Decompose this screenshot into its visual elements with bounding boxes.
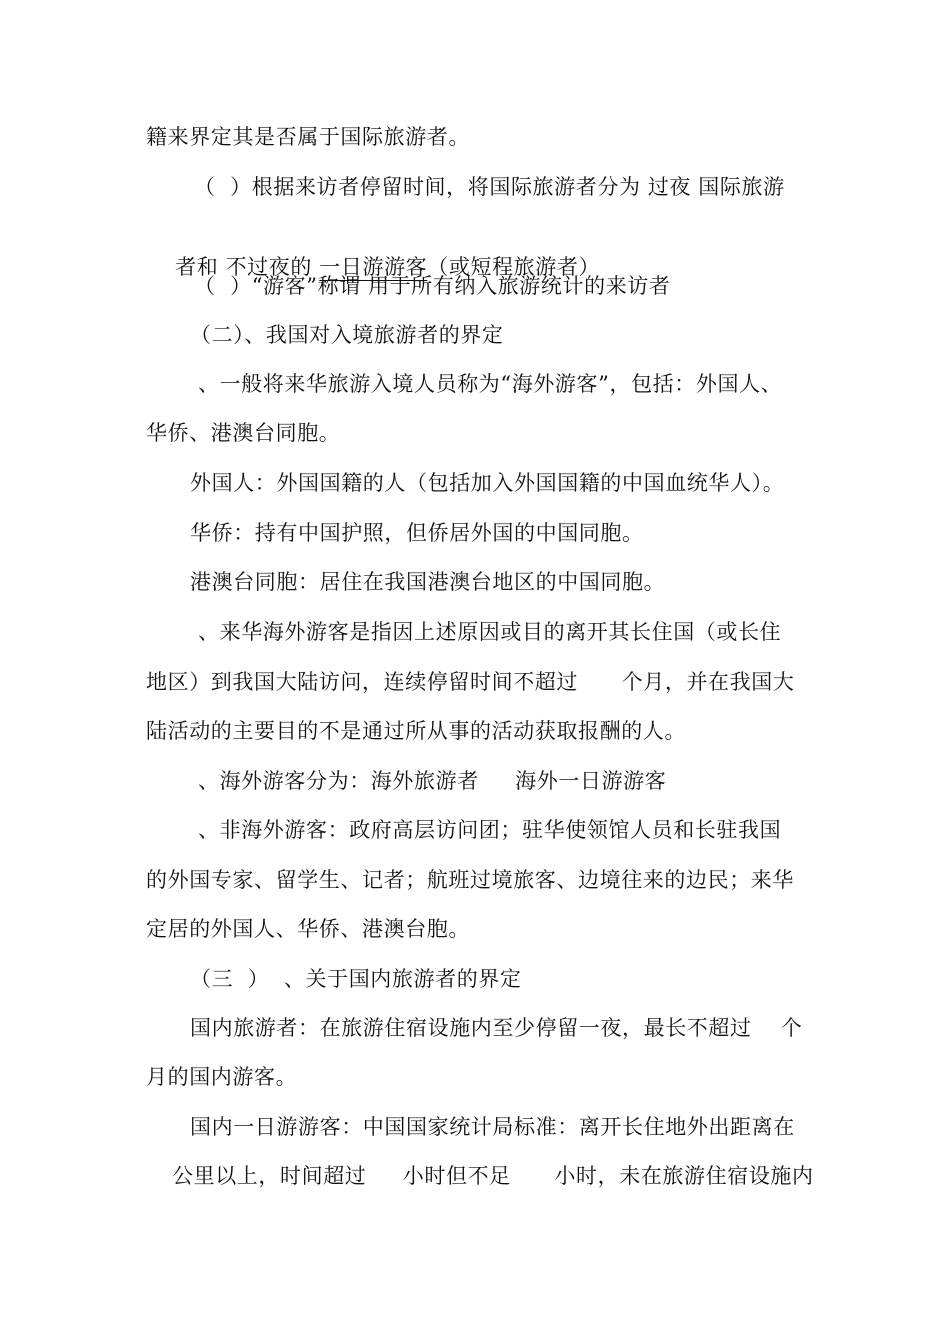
section-heading: （三 ） 、关于国内旅游者的界定 [190, 967, 522, 991]
text-line: 港澳台同胞：居住在我国港澳台地区的中国同胞。 [190, 570, 666, 594]
text-line: 、非海外游客：政府高层访问团；驻华使领馆人员和长驻我国 [198, 818, 782, 842]
underlined-term: 一日游游客 [319, 255, 428, 279]
section-heading: （二）、我国对入境旅游者的界定 [190, 323, 504, 347]
text-segment: （或短程旅游者） [427, 255, 601, 279]
text-line: 外国人：外国国籍的人（包括加入外国国籍的中国血统华人）。 [190, 471, 785, 495]
text-line: （ ）“游客”称谓 用于所有纳入旅游统计的来访者 [194, 274, 671, 298]
text-line: （ ）根据来访者停留时间，将国际旅游者分为 过夜 国际旅游 [194, 175, 785, 199]
text-line: 国内一日游游客：中国国家统计局标准：离开长住地外出距离在 [190, 1115, 795, 1139]
text-line: 地区）到我国大陆访问，连续停留时间不超过 个月，并在我国大 [146, 670, 795, 694]
text-line: 公里以上，时间超过 小时但不足 小时，未在旅游住宿设施内 [172, 1164, 814, 1188]
text-line: 、海外游客分为：海外旅游者 海外一日游游客 [198, 769, 667, 793]
text-line: 月的国内游客。 [146, 1065, 298, 1089]
text-line: 籍来界定其是否属于国际旅游者。 [146, 125, 470, 149]
text-line [146, 222, 601, 279]
text-line: 华侨：持有中国护照，但侨居外国的中国同胞。 [190, 521, 644, 545]
text-line: 的外国专家、留学生、记者；航班过境旅客、边境往来的边民；来华 [146, 868, 794, 892]
text-line: 陆活动的主要目的不是通过所从事的活动获取报酬的人。 [146, 719, 686, 743]
text-line: 华侨、港澳台同胞。 [146, 421, 341, 445]
text-line: 、一般将来华旅游入境人员称为“海外游客”，包括：外国人、 [198, 372, 783, 396]
text-line: 、来华海外游客是指因上述原因或目的离开其长住国（或长住 [198, 620, 782, 644]
text-segment: 者和 不过夜的 [175, 255, 320, 279]
text-line: 定居的外国人、华侨、港澳台胞。 [146, 917, 470, 941]
text-line: 国内旅游者：在旅游住宿设施内至少停留一夜，最长不超过 个 [190, 1016, 803, 1040]
